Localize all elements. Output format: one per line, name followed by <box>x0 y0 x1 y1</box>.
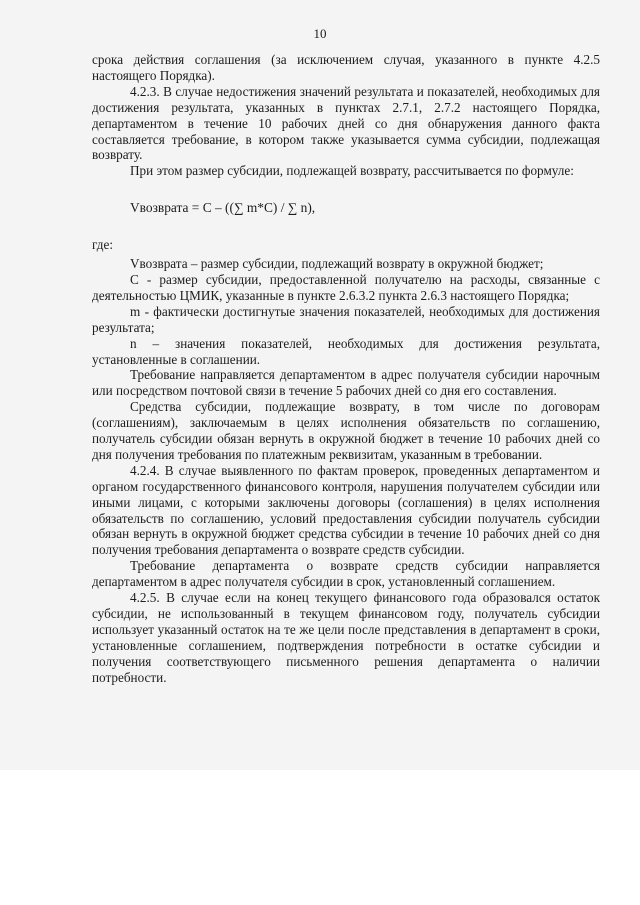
document-body <box>92 52 600 686</box>
paragraph-4-2-3: 4.2.3. В случае недостижения значений результата и показателей, необходимых для достижения результата, указанных в пунктах 2.7.1, 2.7.2 настоящего Порядка, департаментом в течение 10 рабочих дней со дня обнаружения данного факта составляется требование, в котором также указывается сумма субсидии, подлежащая возврату. <box>92 83 600 163</box>
definition-n: n – значения показателей, необходимых для достижения результата, установленные в соглашении. <box>92 335 600 367</box>
definition-m: m - фактически достигнутые значения показателей, необходимых для достижения результата; <box>92 303 600 335</box>
paragraph-refund-requirement: Требование департамента о возврате средств субсидии направляется департаментом в адрес получателя субсидии в срок, установленный соглашением. <box>92 558 600 590</box>
definition-v: Vвозврата – размер субсидии, подлежащий возврату в окружной бюджет; <box>130 256 544 272</box>
paragraph-formula-intro: При этом размер субсидии, подлежащей возврату, рассчитывается по формуле: <box>130 163 574 179</box>
refund-formula: Vвозврата = C – ((∑ m*C) / ∑ n), <box>130 200 316 216</box>
page-number: 10 <box>313 26 327 41</box>
definition-c: C - размер субсидии, предоставленной получателю на расходы, связанные с деятельностью ЦМИК, указанные в пункте 2.6.3.2 пункта 2.6.3 настоящего Порядка; <box>92 271 600 303</box>
paragraph-4-2-4: 4.2.4. В случае выявленного по фактам проверок, проведенных департаментом и органом государственного финансового контроля, нарушения получателем субсидии или иными лицами, с которыми заключены договоры (соглашения) в целях исполнения обязательств по соглашению, условий предоставления субсидии получатель субсидии обязан вернуть в окружной бюджет средства субсидии в течение 10 рабочих дней со дня получения требования департамента о возврате средств субсидии. <box>92 462 600 558</box>
paragraph-4-2-5: 4.2.5. В случае если на конец текущего финансового года образовался остаток субсидии, не использованный в текущем финансовом году, получатель субсидии использует указанный остаток на те же цели после представления в департамент в сроки, установленные соглашением, подтверждения потребности в остатке субсидии и получения соответствующего письменного решения департамента о наличии потребности. <box>92 590 600 685</box>
paragraph-requirement-sent: Требование направляется департаментом в адрес получателя субсидии нарочным или посредством почтовой связи в течение 5 рабочих дней со дня его составления. <box>92 367 600 399</box>
where-label: где: <box>92 237 113 253</box>
paragraph-refund-funds: Средства субсидии, подлежащие возврату, в том числе по договорам (соглашениям), заключаемым в целях исполнения обязательств по соглашению, получатель субсидии обязан вернуть в окружной бюджет в течение 10 рабочих дней со дня получения требования по платежным реквизитам, указанным в требовании. <box>92 399 600 462</box>
paragraph-continuation: срока действия соглашения (за исключением случая, указанного в пункте 4.2.5 настоящего Порядка). <box>92 52 600 83</box>
